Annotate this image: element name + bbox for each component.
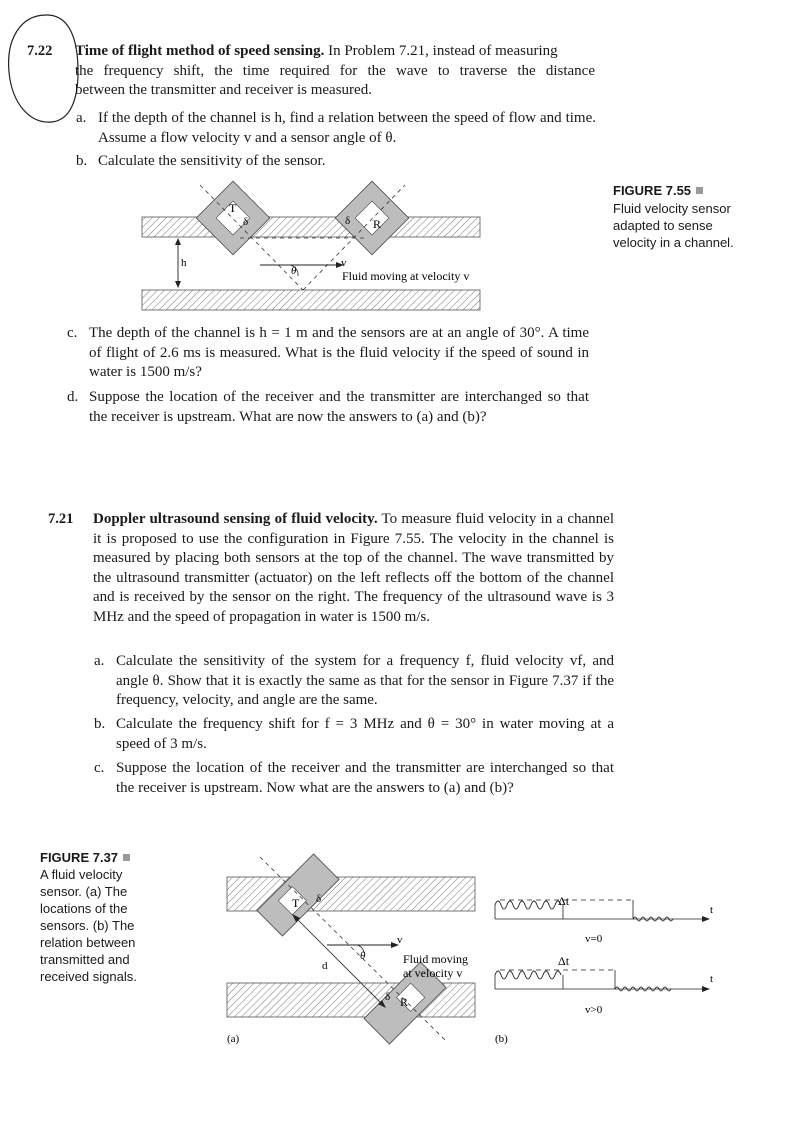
problem-text: To measure fluid velocity in a channel it is proposed to use the configuration in Figure 7.55. The velocity in the channel is measured by placing both sensors at the top of the channel. The wave transmitted by the ultrasound transmitter (actuator) on the left reflects off the bottom of the channel and is received by the sensor on the right. The frequency of the ultrasound wave is 3 MHz and the speed of propagation in water is 1500 m/s. bbox=[93, 511, 614, 625]
problem-item bbox=[94, 652, 614, 712]
problem-7-21-body bbox=[93, 510, 614, 627]
label-delta: δ bbox=[316, 893, 322, 905]
label-v0: v=0 bbox=[585, 933, 603, 945]
label-t-bottom: t bbox=[710, 973, 714, 985]
label-T: T bbox=[292, 896, 300, 910]
item-label: c. bbox=[67, 325, 78, 341]
label-vgt0: v>0 bbox=[585, 1004, 603, 1016]
item-text: The depth of the channel is h = 1 m and the sensors are at an angle of 30°. A time of flight of 2.6 ms is measured. What is the fluid velocity if the speed of sound in water is 1500 m/s? bbox=[89, 325, 589, 380]
item-label: b. bbox=[94, 716, 106, 732]
problem-item bbox=[94, 715, 614, 755]
label-v: v bbox=[341, 257, 347, 269]
label-fluid-1: Fluid moving bbox=[403, 952, 469, 966]
item-text: Calculate the sensitivity of the system for a frequency f, fluid velocity vf, and angle θ. Show that it is exactly the same as that for the sensor in Figure 7.37 if the frequency, velocity, and angle are the same. bbox=[116, 653, 614, 708]
figure-7-37-title: FIGURE 7.37 bbox=[40, 850, 130, 865]
item-text: Suppose the location of the receiver and the transmitter are interchanged so that the receiver is upstream. Now what are the answers to (a) and (b)? bbox=[116, 760, 614, 796]
label-v: v bbox=[397, 934, 403, 946]
figure-7-37a-diagram bbox=[215, 845, 480, 1050]
label-b: (b) bbox=[495, 1033, 508, 1045]
item-text: If the depth of the channel is h, find a relation between the speed of flow and time. Assume a flow velocity v and a sensor angle of θ. bbox=[98, 110, 596, 146]
intro-line-3: between the transmitter and receiver is measured. bbox=[75, 82, 372, 98]
figure-7-55-caption: Fluid velocity sensor adapted to sense velocity in a channel. bbox=[613, 201, 734, 250]
problem-item bbox=[94, 759, 614, 799]
figure-7-55-title: FIGURE 7.55 bbox=[613, 183, 703, 198]
problem-number: 7.21 bbox=[48, 511, 74, 527]
label-T: T bbox=[229, 201, 237, 215]
square-icon bbox=[123, 854, 130, 861]
label-dt-top: Δt bbox=[558, 894, 570, 908]
label-d: d bbox=[322, 960, 328, 972]
item-label: d. bbox=[67, 389, 79, 405]
label-t-top: t bbox=[710, 904, 714, 916]
figure-7-55-diagram bbox=[140, 180, 485, 315]
problem-item bbox=[67, 324, 589, 384]
label-dt-bottom: Δt bbox=[558, 954, 570, 968]
label-theta: θ bbox=[360, 950, 366, 962]
label-fluid: Fluid moving at velocity v bbox=[342, 269, 470, 283]
label-delta-left: δ bbox=[243, 216, 249, 228]
problem-item bbox=[67, 388, 589, 428]
square-icon bbox=[696, 187, 703, 194]
item-label: b. bbox=[76, 153, 88, 169]
intro-line-1: In Problem 7.21, instead of measuring bbox=[324, 43, 558, 59]
label-theta: θ bbox=[291, 265, 297, 277]
item-label: a. bbox=[94, 653, 105, 669]
label-delta-r: δ bbox=[385, 991, 391, 1003]
label-fluid-2: at velocity v bbox=[403, 966, 463, 980]
item-text: Calculate the sensitivity of the sensor. bbox=[98, 153, 326, 169]
item-label: a. bbox=[76, 110, 87, 126]
label-R: R bbox=[373, 217, 382, 231]
label-a: (a) bbox=[227, 1033, 240, 1045]
figure-7-37-caption: A fluid velocity sensor. (a) The locations of the sensors. (b) The relation between transmitted and received signals. bbox=[40, 867, 137, 984]
figure-7-37b-signals bbox=[490, 885, 720, 1045]
intro-line-2: the frequency shift, the time required for the wave to traverse the distance bbox=[75, 62, 595, 79]
problem-number: 7.22 bbox=[27, 43, 53, 59]
label-R: R bbox=[400, 995, 409, 1009]
problem-title: Doppler ultrasound sensing of fluid velocity. bbox=[93, 511, 378, 527]
label-h: h bbox=[181, 257, 187, 269]
problem-item bbox=[76, 152, 596, 172]
problem-7-22-intro bbox=[75, 42, 595, 101]
item-label: c. bbox=[94, 760, 105, 776]
problem-item bbox=[76, 109, 596, 149]
label-delta-right: δ bbox=[345, 215, 351, 227]
item-text: Calculate the frequency shift for f = 3 MHz and θ = 30° in water moving at a speed of 3 m/s. bbox=[116, 716, 614, 752]
item-text: Suppose the location of the receiver and the transmitter are interchanged so that the receiver is upstream. What are now the answers to (a) and (b)? bbox=[89, 389, 589, 425]
problem-title: Time of flight method of speed sensing. bbox=[75, 43, 325, 59]
